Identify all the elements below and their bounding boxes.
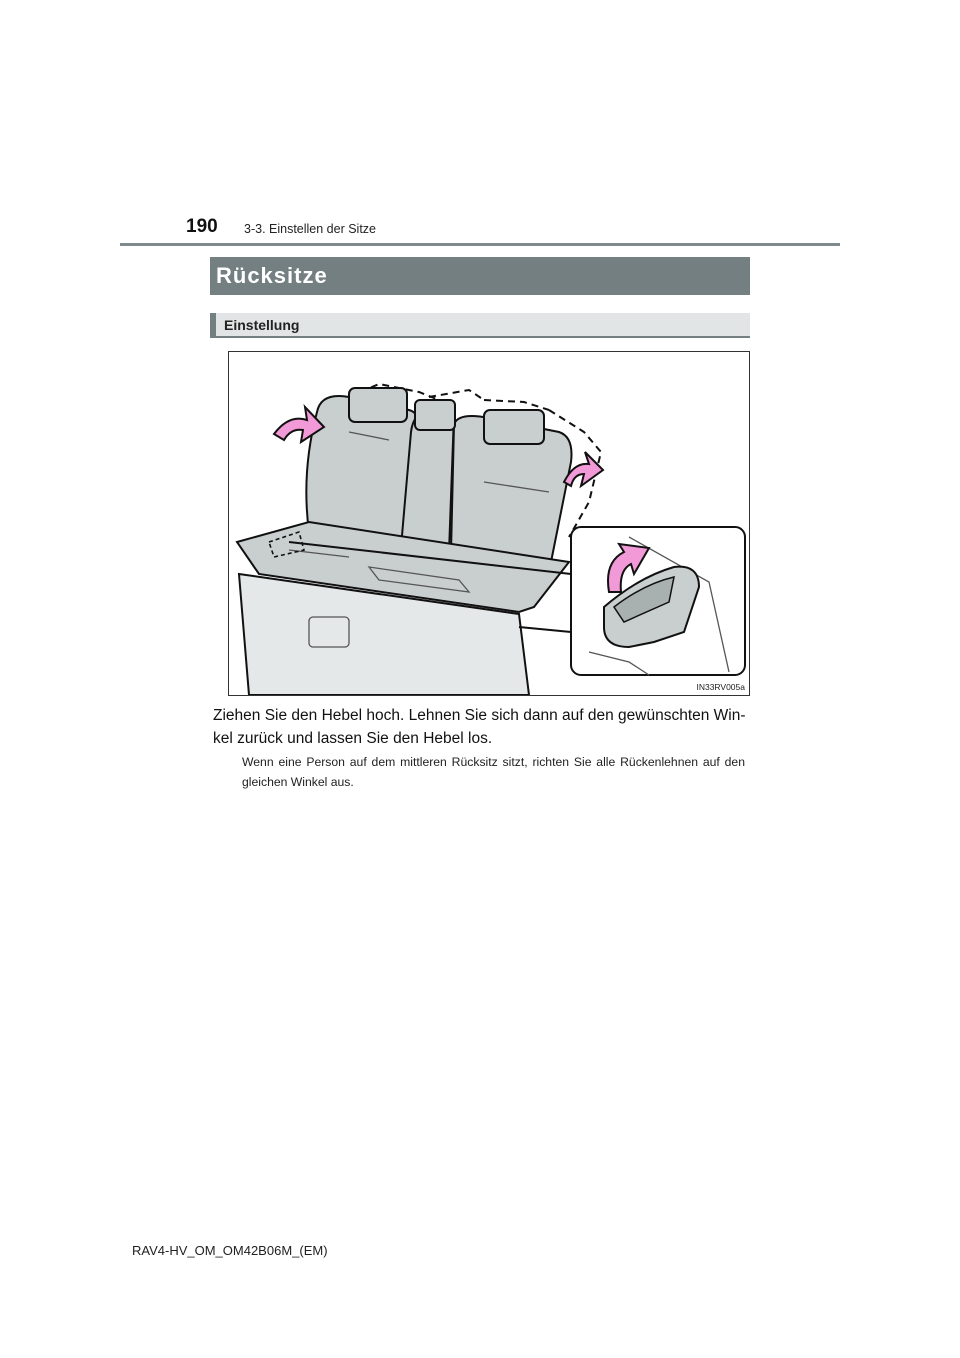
header-rule <box>120 243 840 246</box>
page-number: 190 <box>186 216 218 237</box>
instruction-text: Ziehen Sie den Hebel hoch. Lehnen Sie sich dann auf den gewünschten Winkel zurück und lassen Sie den Hebel los. <box>213 707 746 747</box>
rear-seat-drawing <box>229 352 749 695</box>
subheading <box>210 313 750 338</box>
document-id: RAV4-HV_OM_OM42B06M_(EM) <box>132 1243 328 1258</box>
seat-illustration <box>228 351 750 696</box>
section-reference: 3-3. Einstellen der Sitze <box>244 222 377 236</box>
subheading-label: Einstellung <box>224 317 300 333</box>
subheading-marker <box>210 313 216 336</box>
page-title: Rücksitze <box>210 257 750 295</box>
figure-code: IN33RV005a <box>696 682 745 692</box>
note-text: Wenn eine Person auf dem mittleren Rücksitz sitzt, richten Sie alle Rückenlehnen auf den gleichen Winkel aus. <box>242 755 745 789</box>
